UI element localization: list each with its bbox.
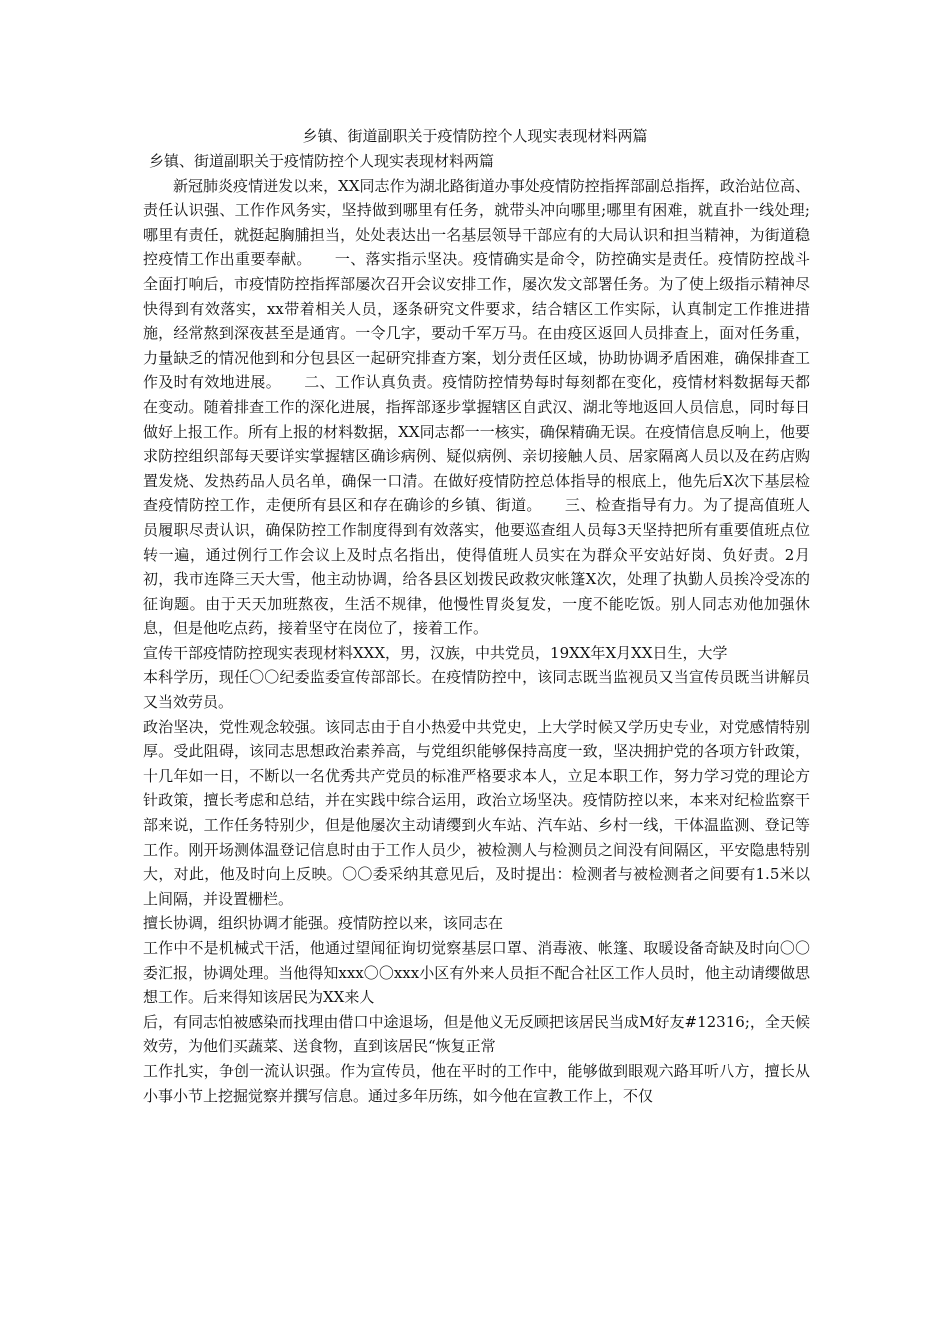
paragraph: 擅长协调，组织协调才能强。疫情防控以来，该同志在	[143, 914, 504, 933]
paragraph: 后，有同志怕被感染而找理由借口中途退场，但是他义无反顾把该居民当成M好友#12316;，全天候效劳，为他们买蔬菜、送食物，直到该居民“恢复正常	[143, 1012, 810, 1056]
paragraph: 工作中不是机械式干活，他通过望闻征询切觉察基层口罩、消毒液、帐篷、取暖设备奇缺及时向〇〇委汇报，协调处理。当他得知xxx〇〇xxx小区有外来人员拒不配合社区工作人员时，他主动请缨做思想工作。后来得知该居民为XX来人	[143, 939, 810, 1007]
paragraph: 工作扎实，争创一流认识强。作为宣传员，他在平时的工作中，能够做到眼观六路耳听八方，擅长从小事小节上挖掘觉察并撰写信息。通过多年历练，如今他在宣教工作上，不仅	[143, 1061, 810, 1105]
paragraph: 本科学历，现任〇〇纪委监委宣传部部长。在疫情防控中，该同志既当监视员又当宣传员既当讲解员又当效劳员。	[143, 668, 810, 712]
document-body	[143, 149, 810, 1108]
paragraph: 政治坚决，党性观念较强。该同志由于自小热爱中共党史，上大学时候又学历史专业，对党感情特别厚。受此阻碍，该同志思想政治素养高，与党组织能够保持高度一致，坚决拥护党的各项方针政策，十几年如一日，不断以一名优秀共产党员的标准严格要求本人，立足本职工作，努力学习党的理论方针政策，擅长考虑和总结，并在实践中综合运用，政治立场坚决。疫情防控以来，本来对纪检监察干部来说，工作任务特别少，但是他屡次主动请缨到火车站、汽车站、乡村一线，干体温监测、登记等工作。刚开场测体温登记信息时由于工作人员少，被检测人与检测员之间没有间隔区，平安隐患特别大，对此，他及时向上反映。〇〇委采纳其意见后，及时提出：检测者与被检测者之间要有1.5米以上间隔，并设置栅栏。	[143, 717, 810, 908]
paragraph: 宣传干部疫情防控现实表现材料XXX，男，汉族，中共党员，19XX年X月XX日生，大学	[143, 643, 728, 662]
document-subtitle: 乡镇、街道副职关于疫情防控个人现实表现材料两篇	[149, 152, 495, 170]
document-title: 乡镇、街道副职关于疫情防控个人现实表现材料两篇	[302, 127, 648, 145]
paragraph: 新冠肺炎疫情迸发以来，XX同志作为湖北路街道办事处疫情防控指挥部副总指挥，政治站位高、责任认识强、工作作风务实，坚持做到哪里有任务，就带头冲向哪里;哪里有困难，就直扑一线处理;哪里有责任，就挺起胸脯担当，处处表达出一名基层领导干部应有的大局认识和担当精神，为街道稳控疫情工作出重要奉献。 一、落实指示坚决。疫情确实是命令，防控确实是责任。疫情防控战斗全面打响后，市疫情防控指挥部屡次召开会议安排工作，屡次发文部署任务。为了使上级指示精神尽快得到有效落实，xx带着相关人员，逐条研究文件要求，结合辖区工作实际，认真制定工作推进措施，经常熬到深夜甚至是通宵。一令几字，要动千军万马。在由疫区返回人员排查上，面对任务重，力量缺乏的情况他到和分包县区一起研究排查方案，划分责任区域，协助协调矛盾困难，确保排查工作及时有效地进展。 二、工作认真负责。疫情防控情势每时每刻都在变化，疫情材料数据每天都在变动。随着排查工作的深化进展，指挥部逐步掌握辖区自武汉、湖北等地返回人员信息，同时每日做好上报工作。所有上报的材料数据，XX同志都一一核实，确保精确无误。在疫情信息反响上，他要求防控组织部每天要详实掌握辖区确诊病例、疑似病例、亲切接触人员、居家隔离人员以及在药店购置发烧、发热药品人员名单，确保一口清。在做好疫情防控总体指导的根底上，他先后X次下基层检查疫情防控工作，走便所有县区和存在确诊的乡镇、街道。 三、检查指导有力。为了提高值班人员履职尽责认识，确保防控工作制度得到有效落实，他要巡查组人员每3天坚持把所有重要值班点位转一遍，通过例行工作会议上及时点名指出，使得值班人员实在为群众平安站好岗、负好责。2月初，我市连降三天大雪，他主动协调，给各县区划拨民政救灾帐篷X次，处理了执勤人员挨冷受冻的征询题。由于天天加班熬夜，生活不规律，他慢性胃炎复发，一度不能吃饭。别人同志劝他加强休息，但是他吃点药，接着坚守在岗位了，接着工作。	[143, 176, 810, 638]
